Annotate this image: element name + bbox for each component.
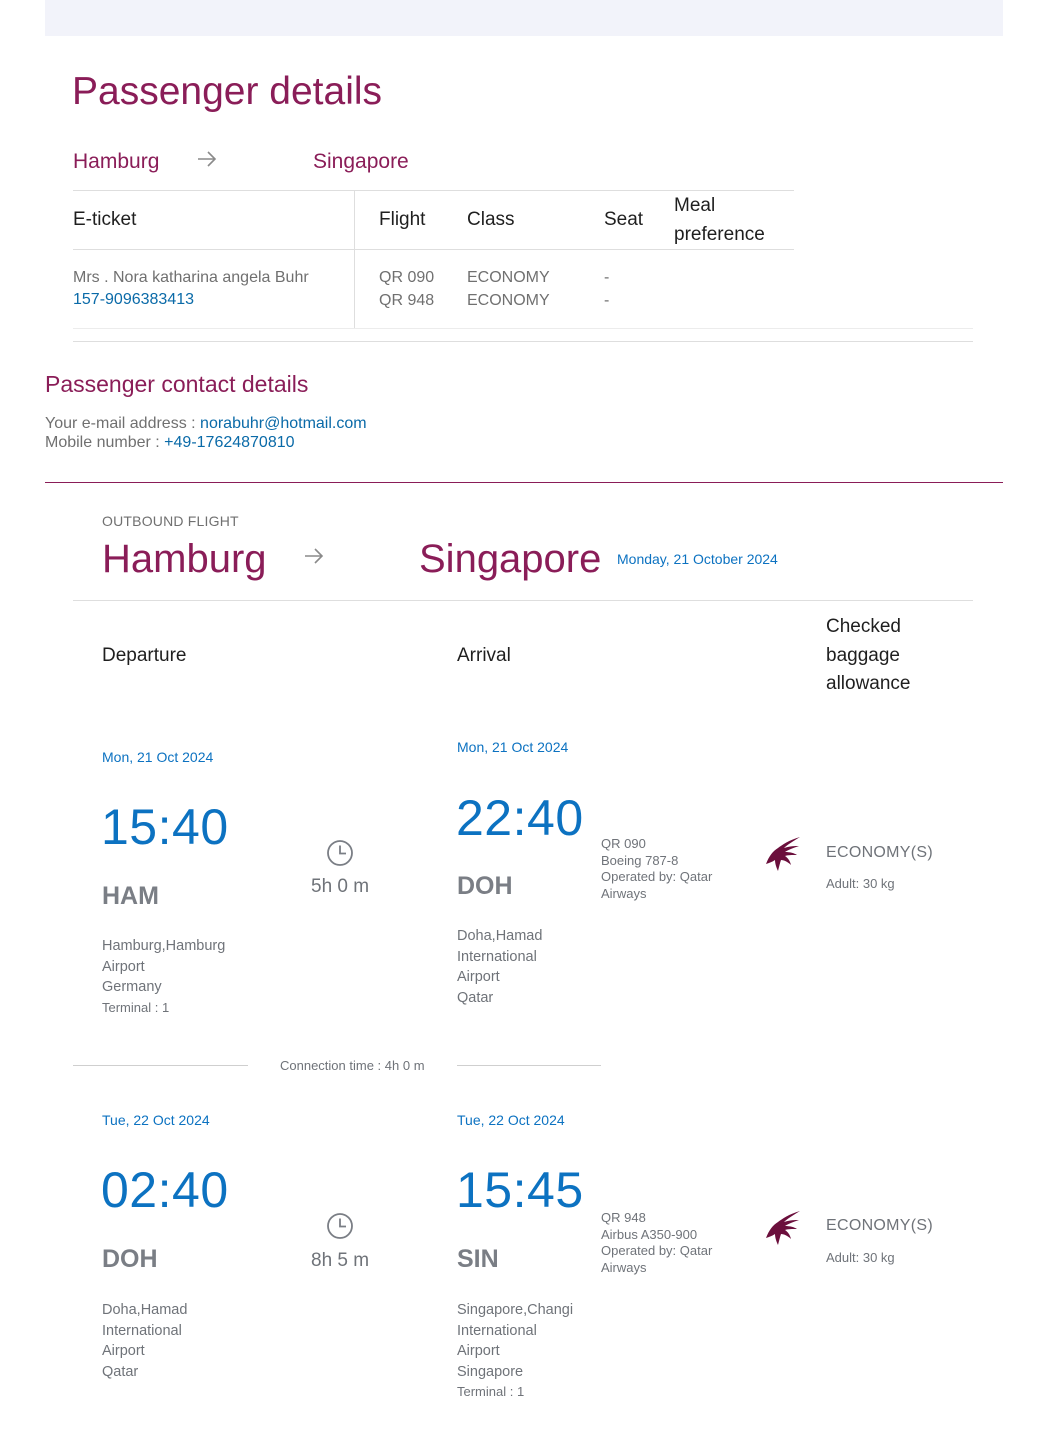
header-eticket: E-ticket [73, 209, 137, 230]
place-line: Qatar [457, 989, 494, 1006]
flight-number-1: QR 090 [379, 269, 435, 286]
table-bottom-rule [73, 328, 973, 329]
segment-2-arrival-terminal: Terminal : 1 [457, 1384, 525, 1399]
connection-time: Connection time : 4h 0 m [280, 1058, 425, 1073]
header-band [45, 0, 1003, 36]
header-meal-line2: preference [674, 224, 765, 245]
arrow-right-icon [303, 546, 325, 566]
place-line: Doha,Hamad [457, 928, 543, 944]
operated-by: Airways [601, 1259, 647, 1275]
segment-2-arrival-date: Tue, 22 Oct 2024 [457, 1112, 565, 1128]
maroon-divider [45, 482, 1003, 483]
connection-rule-right [457, 1065, 601, 1066]
aircraft-type: Airbus A350-900 [601, 1226, 698, 1242]
place-line: Germany [102, 979, 162, 995]
eticket-number-link[interactable]: 157-9096383413 [73, 291, 195, 308]
place-line: Singapore,Changi [457, 1302, 574, 1318]
segment-1-cabin: ECONOMY(S) [826, 844, 933, 861]
email-link[interactable]: norabuhr@hotmail.com [200, 415, 367, 432]
mobile-link[interactable]: +49-17624870810 [164, 434, 295, 451]
segment-2-cabin: ECONOMY(S) [826, 1217, 933, 1234]
operated-by: Operated by: Qatar [601, 1243, 713, 1258]
baggage-header-line3: allowance [826, 673, 911, 694]
mobile-label: Mobile number : [45, 434, 165, 451]
table-top-rule [73, 190, 794, 191]
segment-2-arrival-place [457, 1300, 573, 1382]
segment-2-duration: 8h 5 m [311, 1250, 370, 1271]
qatar-oryx-logo-icon [762, 1208, 802, 1248]
segment-2-flight-info [601, 1210, 712, 1276]
outbound-destination: Singapore [419, 537, 602, 581]
segment-1-departure-date: Mon, 21 Oct 2024 [102, 749, 214, 765]
segment-2-arrival-code: SIN [457, 1245, 499, 1273]
clock-icon [326, 839, 354, 867]
outbound-origin: Hamburg [102, 537, 267, 581]
segment-1-baggage: Adult: 30 kg [826, 876, 895, 891]
segment-2-departure-date: Tue, 22 Oct 2024 [102, 1112, 210, 1128]
email-row [45, 415, 367, 433]
segment-1-flight-info [601, 836, 712, 902]
segment-1-departure-place [102, 936, 225, 998]
segment-2-departure-time: 02:40 [101, 1162, 229, 1218]
outbound-header-rule [73, 600, 973, 601]
outbound-label: OUTBOUND FLIGHT [102, 513, 239, 529]
seat-1: - [604, 269, 610, 286]
segment-1-arrival-code: DOH [457, 872, 513, 900]
route-destination: Singapore [313, 150, 409, 173]
route-origin: Hamburg [73, 150, 160, 173]
section-divider [73, 341, 973, 342]
segment-1-arrival-time: 22:40 [456, 790, 584, 846]
class-2: ECONOMY [467, 292, 550, 309]
place-line: Qatar [102, 1363, 139, 1380]
place-line: Airport [457, 969, 500, 985]
flight-number: QR 948 [601, 1210, 646, 1225]
place-line: Hamburg,Hamburg [102, 938, 226, 954]
table-column-divider [354, 190, 355, 328]
segment-1-departure-code: HAM [102, 882, 159, 910]
header-seat: Seat [604, 209, 644, 230]
header-class: Class [467, 209, 515, 230]
table-header-rule [73, 249, 794, 250]
segment-2-departure-place [102, 1300, 187, 1382]
contact-details-title: Passenger contact details [45, 371, 309, 397]
baggage-header-line1: Checked [826, 616, 901, 637]
qatar-oryx-logo-icon [762, 834, 802, 874]
header-meal-line1: Meal [674, 195, 716, 216]
segment-2-departure-code: DOH [102, 1245, 158, 1273]
seat-2: - [604, 292, 610, 309]
class-1: ECONOMY [467, 269, 550, 286]
segment-1-departure-terminal: Terminal : 1 [102, 1000, 170, 1015]
header-flight: Flight [379, 209, 426, 230]
segment-1-arrival-date: Mon, 21 Oct 2024 [457, 739, 569, 755]
passenger-name: Mrs . Nora katharina angela Buhr [73, 269, 309, 286]
place-line: Airport [102, 958, 145, 975]
segment-1-arrival-place [457, 926, 542, 1008]
segment-2-arrival-time: 15:45 [456, 1162, 584, 1218]
mobile-row [45, 434, 295, 452]
place-line: International [102, 1322, 182, 1339]
place-line: Singapore [457, 1363, 524, 1380]
flight-number: QR 090 [601, 836, 646, 851]
outbound-date: Monday, 21 October 2024 [617, 551, 778, 567]
arrow-right-icon [196, 149, 218, 169]
segment-2-baggage: Adult: 30 kg [826, 1250, 895, 1265]
place-line: International [457, 1322, 537, 1339]
passenger-details-title: Passenger details [72, 70, 383, 113]
departure-header: Departure [102, 645, 187, 666]
flight-number-2: QR 948 [379, 292, 435, 309]
connection-rule-left [73, 1065, 248, 1066]
arrival-header: Arrival [457, 645, 511, 666]
place-line: Airport [102, 1343, 145, 1359]
place-line: Airport [457, 1343, 500, 1359]
baggage-header-line2: baggage [826, 645, 900, 666]
operated-by: Airways [601, 885, 647, 901]
aircraft-type: Boeing 787-8 [601, 852, 679, 868]
place-line: International [457, 948, 537, 965]
operated-by: Operated by: Qatar [601, 869, 713, 884]
segment-1-duration: 5h 0 m [311, 876, 370, 897]
clock-icon [326, 1212, 354, 1240]
segment-1-departure-time: 15:40 [101, 799, 229, 855]
email-label: Your e-mail address : [45, 415, 201, 432]
place-line: Doha,Hamad [102, 1302, 188, 1318]
